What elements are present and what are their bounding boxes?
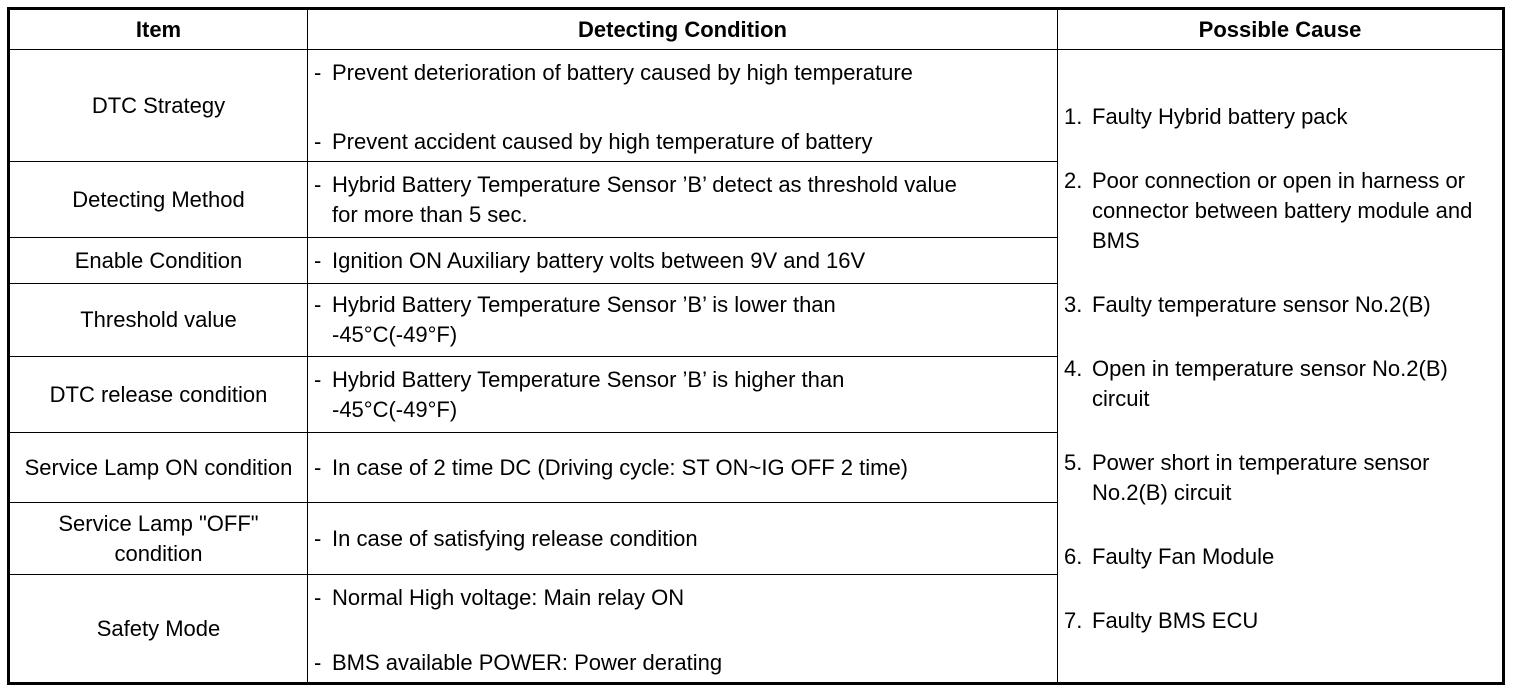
row-condition [308, 50, 1058, 162]
row-item: Safety Mode [10, 575, 308, 682]
condition-line: - In case of 2 time DC (Driving cycle: ST ON~IG OFF 2 time) [314, 454, 909, 480]
cause-item: 1. Faulty Hybrid battery pack [1064, 104, 1348, 129]
condition-line: - Normal High voltage: Main relay ON [314, 585, 685, 610]
cause-item: 3. Faulty temperature sensor No.2(B) [1064, 292, 1431, 317]
row-condition [308, 357, 1058, 433]
header-possible-cause: Possible Cause [1058, 10, 1502, 50]
row-item: DTC release condition [10, 357, 308, 433]
row-condition [308, 238, 1058, 284]
condition-line: - BMS available POWER: Power derating [314, 650, 723, 675]
row-item: Service Lamp "OFF" condition [10, 503, 308, 575]
cause-item: 4. Open in temperature sensor No.2(B) circuit [1064, 356, 1448, 411]
possible-cause-list [1058, 50, 1502, 682]
row-item: Enable Condition [10, 238, 308, 284]
dtc-table [7, 7, 1505, 685]
row-condition [308, 162, 1058, 238]
row-condition [308, 503, 1058, 575]
condition-line: - Prevent accident caused by high temperature of battery [314, 129, 873, 154]
row-item: DTC Strategy [10, 50, 308, 162]
condition-line: - Prevent deterioration of battery caused by high temperature [314, 60, 913, 85]
cause-item: 7. Faulty BMS ECU [1064, 608, 1259, 633]
header-detecting-condition: Detecting Condition [308, 10, 1058, 50]
header-item: Item [10, 10, 308, 50]
row-item: Threshold value [10, 284, 308, 357]
cause-item: 5. Power short in temperature sensor No.2(B) circuit [1064, 450, 1430, 505]
cause-item: 2. Poor connection or open in harness or connector between battery module and BMS [1064, 168, 1473, 253]
cause-item: 6. Faulty Fan Module [1064, 544, 1275, 569]
condition-line: - Hybrid Battery Temperature Sensor ’B’ is lower than -45°C(-49°F) [314, 292, 836, 347]
condition-line: - Hybrid Battery Temperature Sensor ’B’ detect as threshold value for more than 5 sec. [314, 171, 957, 227]
condition-line: - Hybrid Battery Temperature Sensor ’B’ is higher than -45°C(-49°F) [314, 366, 845, 422]
row-item: Service Lamp ON condition [10, 433, 308, 503]
row-condition [308, 575, 1058, 682]
condition-line: - In case of satisfying release condition [314, 525, 698, 551]
row-condition [308, 433, 1058, 503]
row-condition [308, 284, 1058, 357]
condition-line: - Ignition ON Auxiliary battery volts between 9V and 16V [314, 247, 866, 273]
row-item: Detecting Method [10, 162, 308, 238]
